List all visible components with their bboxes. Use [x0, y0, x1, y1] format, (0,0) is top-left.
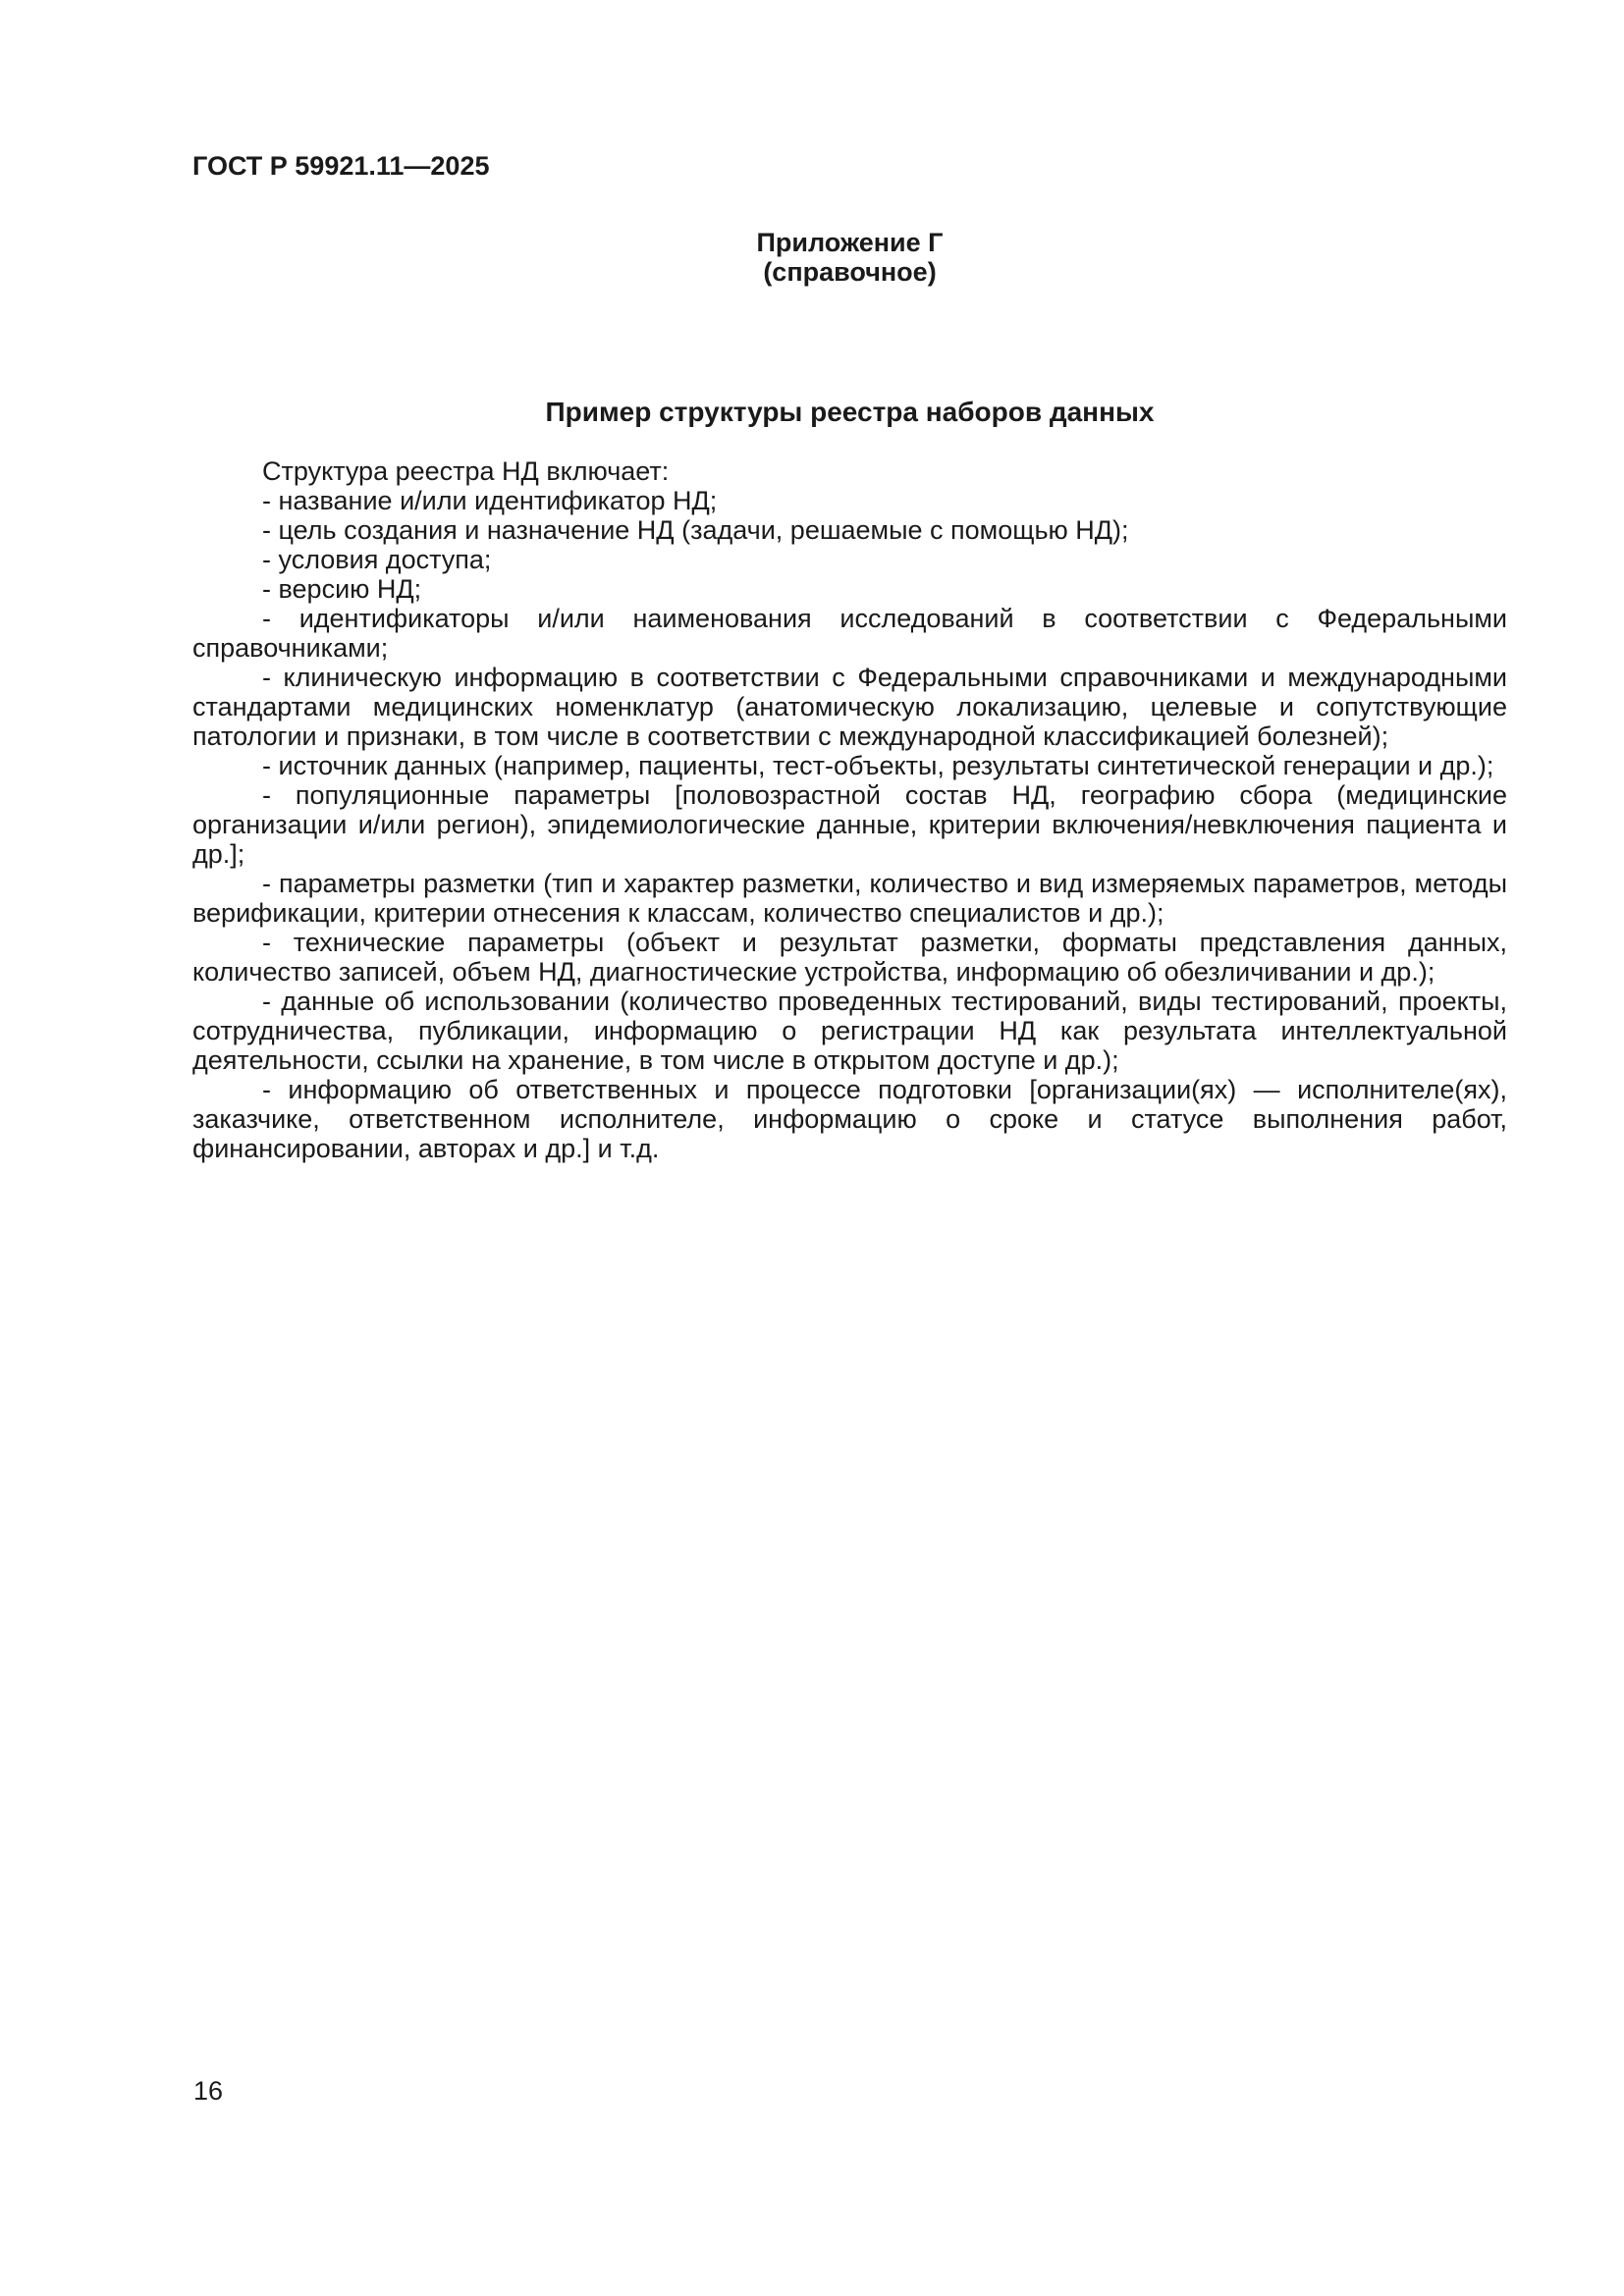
list-item: - цель создания и назначение НД (задачи, решаемые с помощью НД);	[262, 515, 1129, 545]
list-item: - версию НД;	[262, 574, 422, 604]
list-item: - источник данных (например, пациенты, тест-объекты, результаты синтетической генерации и др.);	[262, 751, 1494, 780]
document-header: ГОСТ Р 59921.11—2025	[192, 151, 490, 181]
page-number: 16	[193, 2076, 224, 2106]
appendix-label: Приложение Г	[756, 228, 944, 257]
appendix-block	[192, 228, 1507, 287]
section-title: Пример структуры реестра наборов данных	[545, 397, 1155, 427]
list-item: - параметры разметки (тип и характер разметки, количество и вид измеряемых параметров, методы верификации, критерии отнесения к классам, количество специалистов и др.);	[192, 869, 1507, 928]
intro-paragraph: Структура реестра НД включает:	[262, 456, 670, 486]
list-item: - технические параметры (объект и результат разметки, форматы представления данных, количество записей, объем НД, диагностические устройства, информацию об обезличивании и др.);	[192, 928, 1507, 987]
list-item: - данные об использовании (количество проведенных тестирований, виды тестирований, проекты, сотрудничества, публикации, информацию о регистрации НД как результата интеллектуальной деятельности, ссылки на хранение, в том числе в открытом доступе и др.);	[192, 987, 1507, 1075]
list-item: - название и/или идентификатор НД;	[262, 486, 718, 515]
list-item: - условия доступа;	[262, 545, 492, 574]
list-item: - клиническую информацию в соответствии с Федеральными справочниками и международными стандартами медицинских номенклатур (анатомическую локализацию, целевые и сопутствующие патологии и признаки, в том числе в соответствии с международной классификацией болезней);	[192, 663, 1507, 751]
list-item: - популяционные параметры [половозрастной состав НД, географию сбора (медицинские организации и/или регион), эпидемиологические данные, критерии включения/невключения пациента и др.];	[192, 780, 1507, 869]
body-text	[192, 456, 1507, 1163]
list-item: - идентификаторы и/или наименования исследований в соответствии с Федеральными справочниками;	[192, 604, 1507, 663]
appendix-note: (справочное)	[763, 257, 937, 287]
list-item: - информацию об ответственных и процессе подготовки [организации(ях) — исполнителе(ях), заказчике, ответственном исполнителе, информацию о сроке и статусе выполнения работ, финансировании, авторах и др.] и т.д.	[192, 1075, 1507, 1163]
